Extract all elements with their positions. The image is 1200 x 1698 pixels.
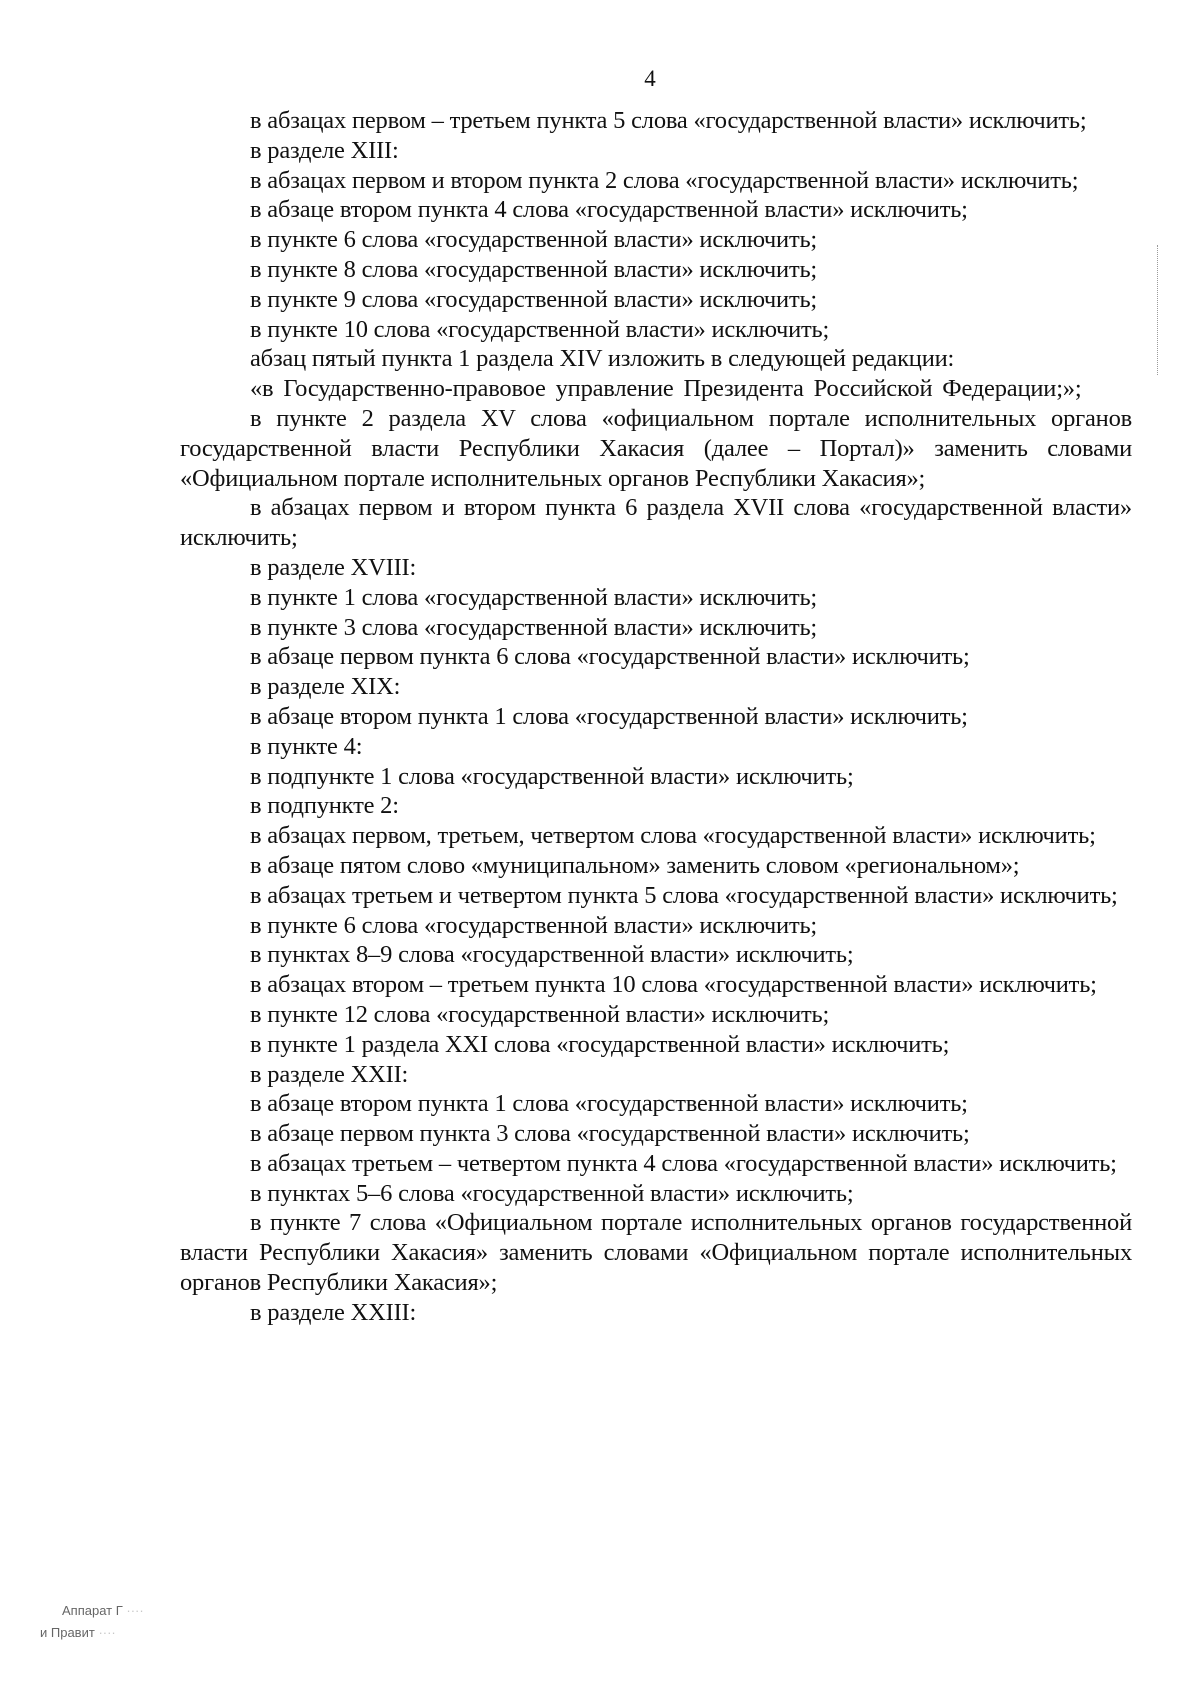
paragraph: в подпункте 2: (250, 792, 399, 820)
paragraph: в пункте 6 слова «государственной власти» исключить; (250, 911, 818, 939)
paragraph: в абзацах первом – третьем пункта 5 слова «государственной власти» исключить; (250, 107, 1087, 134)
paragraph: в абзацах третьем и четвертом пункта 5 слова «государственной власти» исключить; (250, 881, 1118, 909)
page-number: 4 (644, 66, 656, 91)
paragraph: в пункте 2 раздела XV слова «официальном портале исполнительных органов государственной власти Республики Хакасия (далее – Портал)» заменить словами «Официальном портале исполнительных органов Республики Хакасия»; (180, 404, 1132, 492)
footer-stamp-line (40, 1622, 144, 1644)
paragraph: в разделе XVIII: (250, 553, 417, 581)
paragraph: абзац пятый пункта 1 раздела XIV изложить в следующей редакции: (250, 345, 955, 373)
paragraph: в пункте 3 слова «государственной власти» исключить; (250, 613, 818, 641)
paragraph: в абзацах первом, третьем, четвертом слова «государственной власти» исключить; (250, 822, 1096, 850)
paragraph: в разделе XIX: (250, 673, 401, 701)
document-body (180, 106, 1132, 1328)
paragraph: в абзаце втором пункта 4 слова «государственной власти» исключить; (250, 196, 968, 224)
paragraph: в пункте 8 слова «государственной власти» исключить; (250, 255, 818, 283)
paragraph: в пункте 1 слова «государственной власти» исключить; (250, 583, 818, 611)
paragraph: в абзацах первом и втором пункта 2 слова «государственной власти» исключить; (250, 166, 1079, 194)
footer-stamp-text: Аппарат Г (62, 1603, 123, 1618)
paragraph: в абзацах первом и втором пункта 6 раздела XVII слова «государственной власти» исключить; (180, 494, 1132, 552)
paragraph: в пункте 7 слова «Официальном портале исполнительных органов государственной власти Республики Хакасия» заменить словами «Официальном портале исполнительных органов Республики Хакасия»; (180, 1209, 1132, 1297)
paragraph: в подпункте 1 слова «государственной власти» исключить; (250, 762, 854, 790)
footer-stamp-faded: ···· (126, 1603, 144, 1618)
paragraph: в пункте 1 раздела XXI слова «государственной власти» исключить; (250, 1030, 950, 1058)
paragraph: «в Государственно-правовое управление Президента Российской Федерации;»; (250, 375, 1082, 403)
paragraph: в пункте 4: (250, 732, 363, 760)
paragraph: в пункте 6 слова «государственной власти» исключить; (250, 226, 818, 254)
paragraph: в абзаце втором пункта 1 слова «государственной власти» исключить; (250, 1090, 968, 1118)
paragraph: в пункте 12 слова «государственной власти» исключить; (250, 1000, 830, 1028)
paragraph: в абзаце втором пункта 1 слова «государственной власти» исключить; (250, 702, 968, 730)
footer-stamp-text: и Правит (40, 1625, 95, 1640)
paragraph: в абзаце первом пункта 3 слова «государственной власти» исключить; (250, 1120, 970, 1148)
scan-edge-mark (1157, 245, 1158, 375)
footer-stamp-faded: ···· (98, 1625, 116, 1640)
footer-stamp (40, 1600, 144, 1644)
paragraph: в разделе XXIII: (250, 1298, 417, 1326)
paragraph: в пунктах 5–6 слова «государственной власти» исключить; (250, 1179, 854, 1207)
paragraph: в абзаце пятом слово «муниципальном» заменить словом «региональном»; (250, 851, 1020, 879)
paragraph: в абзацах третьем – четвертом пункта 4 слова «государственной власти» исключить; (250, 1149, 1117, 1177)
paragraph: в абзацах втором – третьем пункта 10 слова «государственной власти» исключить; (250, 971, 1097, 999)
paragraph: в разделе XIII: (250, 136, 399, 164)
paragraph: в пунктах 8–9 слова «государственной власти» исключить; (250, 941, 854, 969)
paragraph: в абзаце первом пункта 6 слова «государственной власти» исключить; (250, 643, 970, 671)
footer-stamp-line (40, 1600, 144, 1622)
paragraph: в разделе XXII: (250, 1060, 409, 1088)
paragraph: в пункте 10 слова «государственной власти» исключить; (250, 315, 830, 343)
paragraph: в пункте 9 слова «государственной власти» исключить; (250, 285, 818, 313)
